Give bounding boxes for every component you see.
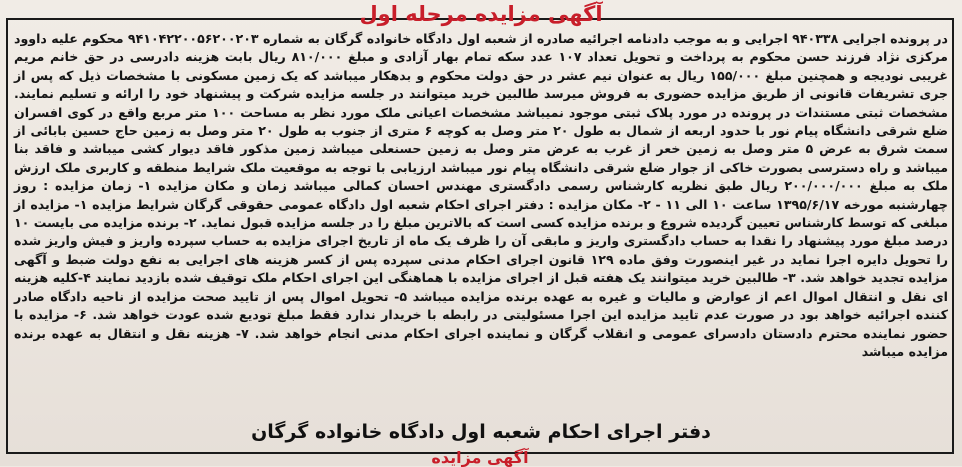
- notice-body: [14, 30, 948, 361]
- notice-title: آگهی مزایده مرحله اول: [359, 2, 603, 26]
- notice-signature: دفتر اجرای احکام شعبه اول دادگاه خانواده گرگان: [251, 421, 711, 443]
- next-notice-title: آگهی مزایده: [431, 448, 529, 467]
- next-notice-title-fragment: [380, 448, 580, 467]
- notice-paragraph: در پرونده اجرایی ۹۴۰۳۳۸ اجرایی و به موجب دادنامه اجرائیه صادره از شعبه اول دادگاه خانواده گرگان به شماره ۹۴۱۰۴۲۲۰۰۵۶۲۰۰۲۰۳ محکوم علیه داوود مرکزی نژاد فرزند حسن محکوم به پرداخت و تحویل تعداد ۱۰۷ عدد سکه تمام بهار آزادی و مبلغ ۸۱۰/۰۰۰ ریال بابت هزینه دادرسی در حق خانم مریم غریبی نودیجه و همچنین مبلغ ۱۵۵/۰۰۰ ریال به عنوان نیم عشر در حق دولت محکوم و بدهکار میباشد که یک زمین مسکونی با مشخصات ذیل که پس از جری تشریفات قانونی از طریق مزایده حضوری به فروش میرسد طالبین خرید میتوانند در جلسه مزایده شرکت و پیشنهاد خود را ارائه و تسلیم نمایند. مشخصات ثبتی مستندات در پرونده در مورد پلاک ثبتی موجود نمیباشد مشخصات اعیانی ملک مورد نظر به مساحت ۱۰۰ متر مربع واقع در کوی افسران ضلع شرقی دانشگاه پیام نور با حدود اربعه از شمال به طول ۲۰ متر وصل به کوچه ۶ متری از جنوب به طول ۲۰ متر وصل به زمین حاج حسین بابائی از سمت شرق به عرض ۵ متر وصل به زمین خعر از غرب به عرض متر وصل به زمین حسنعلی میباشد زمین مذکور فاقد دیوار کشی میباشد و فاقد بنا میباشد و راه دسترسی بصورت خاکی از جوار ضلع شرقی دانشگاه پیام نور میباشد ارزیابی با توجه به موقعیت ملک شرایط منطقه و کاربری ملک ارزش ملک به مبلغ ۲۰۰/۰۰۰/۰۰۰ ریال طبق نظریه کارشناس رسمی دادگستری مهندس احسان کمالی میباشد زمان و مکان مزایده ۱- زمان مزایده : روز چهارشنبه مورخه ۱۳۹۵/۶/۱۷ ساعت ۱۰ الی ۱۱ - ۲- مکان مزایده : دفتر اجرای احکام شعبه اول دادگاه عمومی حقوقی گرگان شرایط مزایده ۱- مزایده از مبلغی که توسط کارشناس تعیین گردیده شروع و برنده مزایده کسی است که بالاترین مبلغ را در جلسه مزایده قبول نماید. ۲- برنده مزایده می بایست ۱۰ درصد مبلغ مورد پیشنهاد را نقدا به حساب دادگستری واریز و مابقی آن را ظرف یک ماه از تاریخ اجرای مزایده به حساب سپرده واریز و فیش واریز شده را تحویل دایره اجرا نماید در غیر اینصورت وفق ماده ۱۲۹ قانون اجرای احکام مدنی سپرده پس از کسر هزینه های اجرایی به نفع دولت ضبط و آگهی مزایده تجدید خواهد شد. ۳- طالبین خرید میتوانند یک هفته قبل از اجرای مزایده با هماهنگی این اجرای احکام ملک توقیف شده بازدید نمایند ۴-کلیه هزینه ای نقل و انتقال اموال اعم از عوارض و مالیات و غیره به عهده برنده مزایده میباشد ۵- تحویل اموال پس از تایید صحت مزایده از ناحیه دادگاه صادر کننده اجرائیه خواهد بود در صورت عدم تایید مزایده این اجرا مسئولیتی در رابطه با خریدار ندارد فقط مبلغ تودیع شده عودت خواهد شد. ۶- مزایده با حضور نماینده محترم دادستان دادسرای عمومی و انقلاب گرگان و نماینده اجرای احکام مدنی انجام خواهد شد. ۷- هزینه نقل و انتقال به عهده برنده مزایده میباشد: [14, 31, 949, 359]
